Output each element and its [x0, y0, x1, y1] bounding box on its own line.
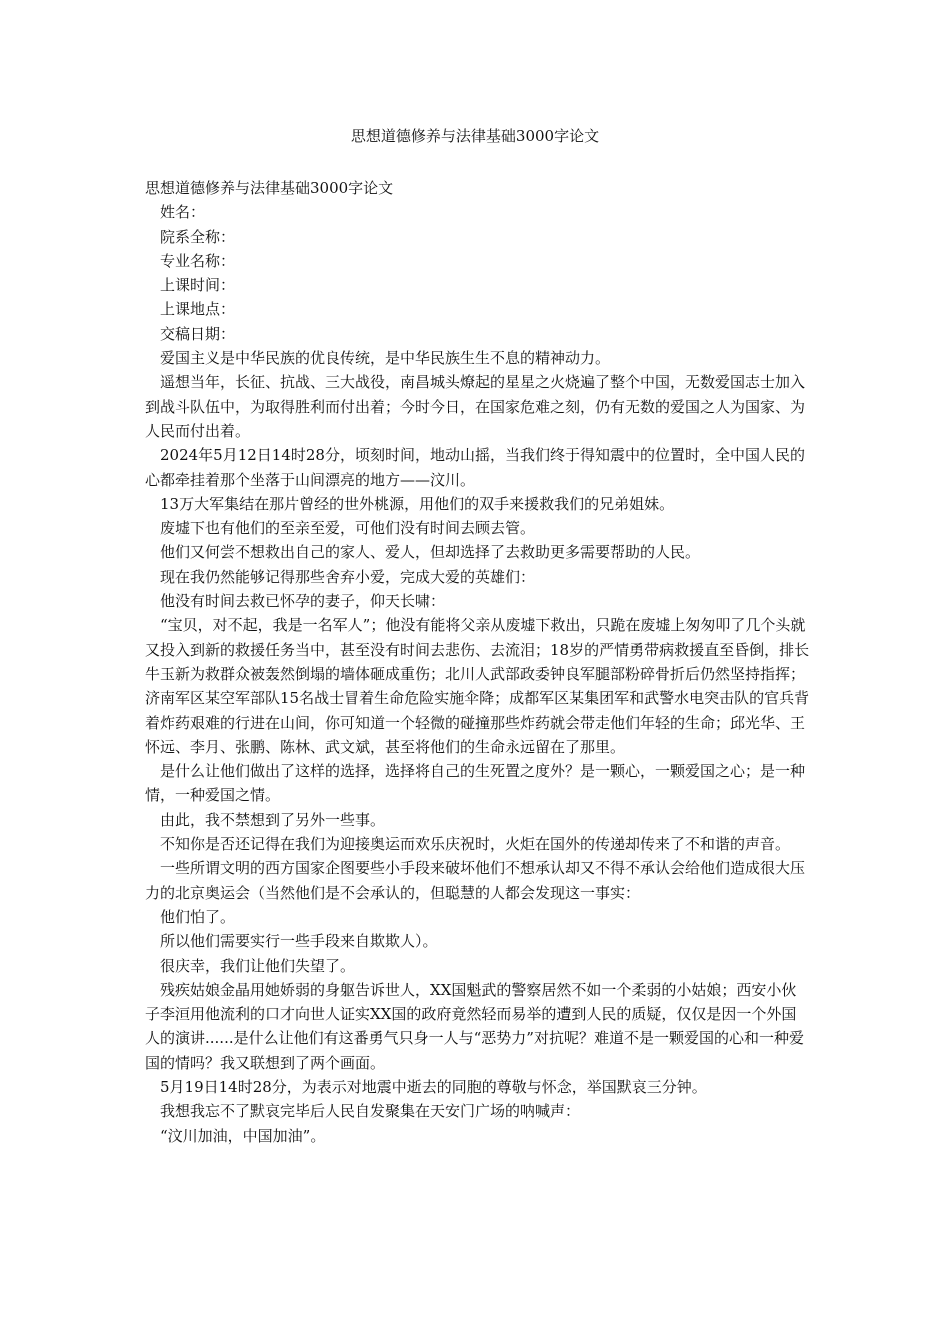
paragraph: 由此，我不禁想到了另外一些事。: [160, 810, 386, 829]
paragraph: 是什么让他们做出了这样的选择，选择将自己的生死置之度外？是一颗心，一颗爱国之心；是一种情，一种爱国之情。: [145, 762, 806, 805]
field-major: 专业名称：: [160, 251, 236, 270]
paragraph: “宝贝，对不起，我是一名军人”；他没有能将父亲从废墟下救出，只跪在废墟上匆匆叩了几个头就又投入到新的救援任务当中，甚至没有时间去悲伤、去流泪；18岁的严情勇带病救援直至昏倒，排长牛玉新为救群众被轰然倒塌的墙体砸成重伤；北川人武部政委钟良军腿部粉碎骨折后仍然坚持指挥；济南军区某空军部队15名战士冒着生命危险实施伞降；成都军区某集团军和武警水电突击队的官兵背着炸药艰难的行进在山间，你可知道一个轻微的碰撞那些炸药就会带走他们年轻的生命；邱光华、王怀远、李月、张鹏、陈林、武文斌，甚至将他们的生命永远留在了那里。: [145, 616, 810, 756]
paragraph: 废墟下也有他们的至亲至爱，可他们没有时间去顾去管。: [160, 519, 536, 538]
paragraph: 5月19日14时28分，为表示对地震中逝去的同胞的尊敬与怀念，举国默哀三分钟。: [160, 1077, 707, 1096]
paragraph: 爱国主义是中华民族的优良传统，是中华民族生生不息的精神动力。: [160, 349, 611, 368]
field-submission-date: 交稿日期：: [160, 324, 236, 343]
paragraph: 他们怕了。: [160, 907, 236, 926]
paragraph: 一些所谓文明的西方国家企图要些小手段来破坏他们不想承认却又不得不承认会给他们造成很大压力的北京奥运会（当然他们是不会承认的，但聪慧的人都会发现这一事实：: [145, 859, 806, 902]
paragraph: “汶川加油，中国加油”。: [160, 1126, 326, 1145]
field-department: 院系全称：: [160, 227, 236, 246]
document-title: 思想道德修养与法律基础3000字论文: [350, 127, 600, 145]
paragraph: 我想我忘不了默哀完毕后人民自发聚集在天安门广场的呐喊声：: [160, 1102, 581, 1121]
paragraph: 所以他们需要实行一些手段来自欺欺人）。: [160, 932, 438, 951]
document-body: [145, 176, 810, 1148]
paragraph: 残疾姑娘金晶用她娇弱的身躯告诉世人，XX国魁武的警察居然不如一个柔弱的小姑娘；西安小伙子李洹用他流利的口才向世人证实XX国的政府竟然轻而易举的遭到人民的质疑，仅仅是因一个外国人的演讲......是什么让他们有这番勇气只身一人与“恶势力”对抗呢？难道不是一颗爱国的心和一种爱国的情吗？我又联想到了两个画面。: [145, 980, 804, 1072]
paragraph: 他们又何尝不想救出自己的家人、爱人，但却选择了去救助更多需要帮助的人民。: [160, 543, 701, 562]
paragraph: 不知你是否还记得在我们为迎接奥运而欢乐庆祝时，火炬在国外的传递却传来了不和谐的声音。: [160, 835, 791, 854]
paragraph: 现在我仍然能够记得那些舍弃小爱，完成大爱的英雄们：: [160, 567, 536, 586]
paragraph: 13万大军集结在那片曾经的世外桃源，用他们的双手来援救我们的兄弟姐妹。: [160, 494, 675, 513]
field-class-time: 上课时间：: [160, 276, 236, 295]
paragraph: 很庆幸，我们让他们失望了。: [160, 956, 356, 975]
field-name: 姓名：: [160, 203, 206, 222]
field-class-location: 上课地点：: [160, 300, 236, 319]
document-subtitle: 思想道德修养与法律基础3000字论文: [145, 179, 394, 197]
paragraph: 他没有时间去救已怀孕的妻子，仰天长啸：: [160, 592, 446, 611]
paragraph: 遥想当年，长征、抗战、三大战役，南昌城头燎起的星星之火烧遍了整个中国，无数爱国志士加入到战斗队伍中，为取得胜利而付出着；今时今日，在国家危难之刻，仍有无数的爱国之人为国家、为人民而付出着。: [145, 373, 806, 440]
paragraph: 2024年5月12日14时28分，顷刻时间，地动山摇，当我们终于得知震中的位置时，全中国人民的心都牵挂着那个坐落于山间漂亮的地方——汶川。: [145, 446, 805, 489]
